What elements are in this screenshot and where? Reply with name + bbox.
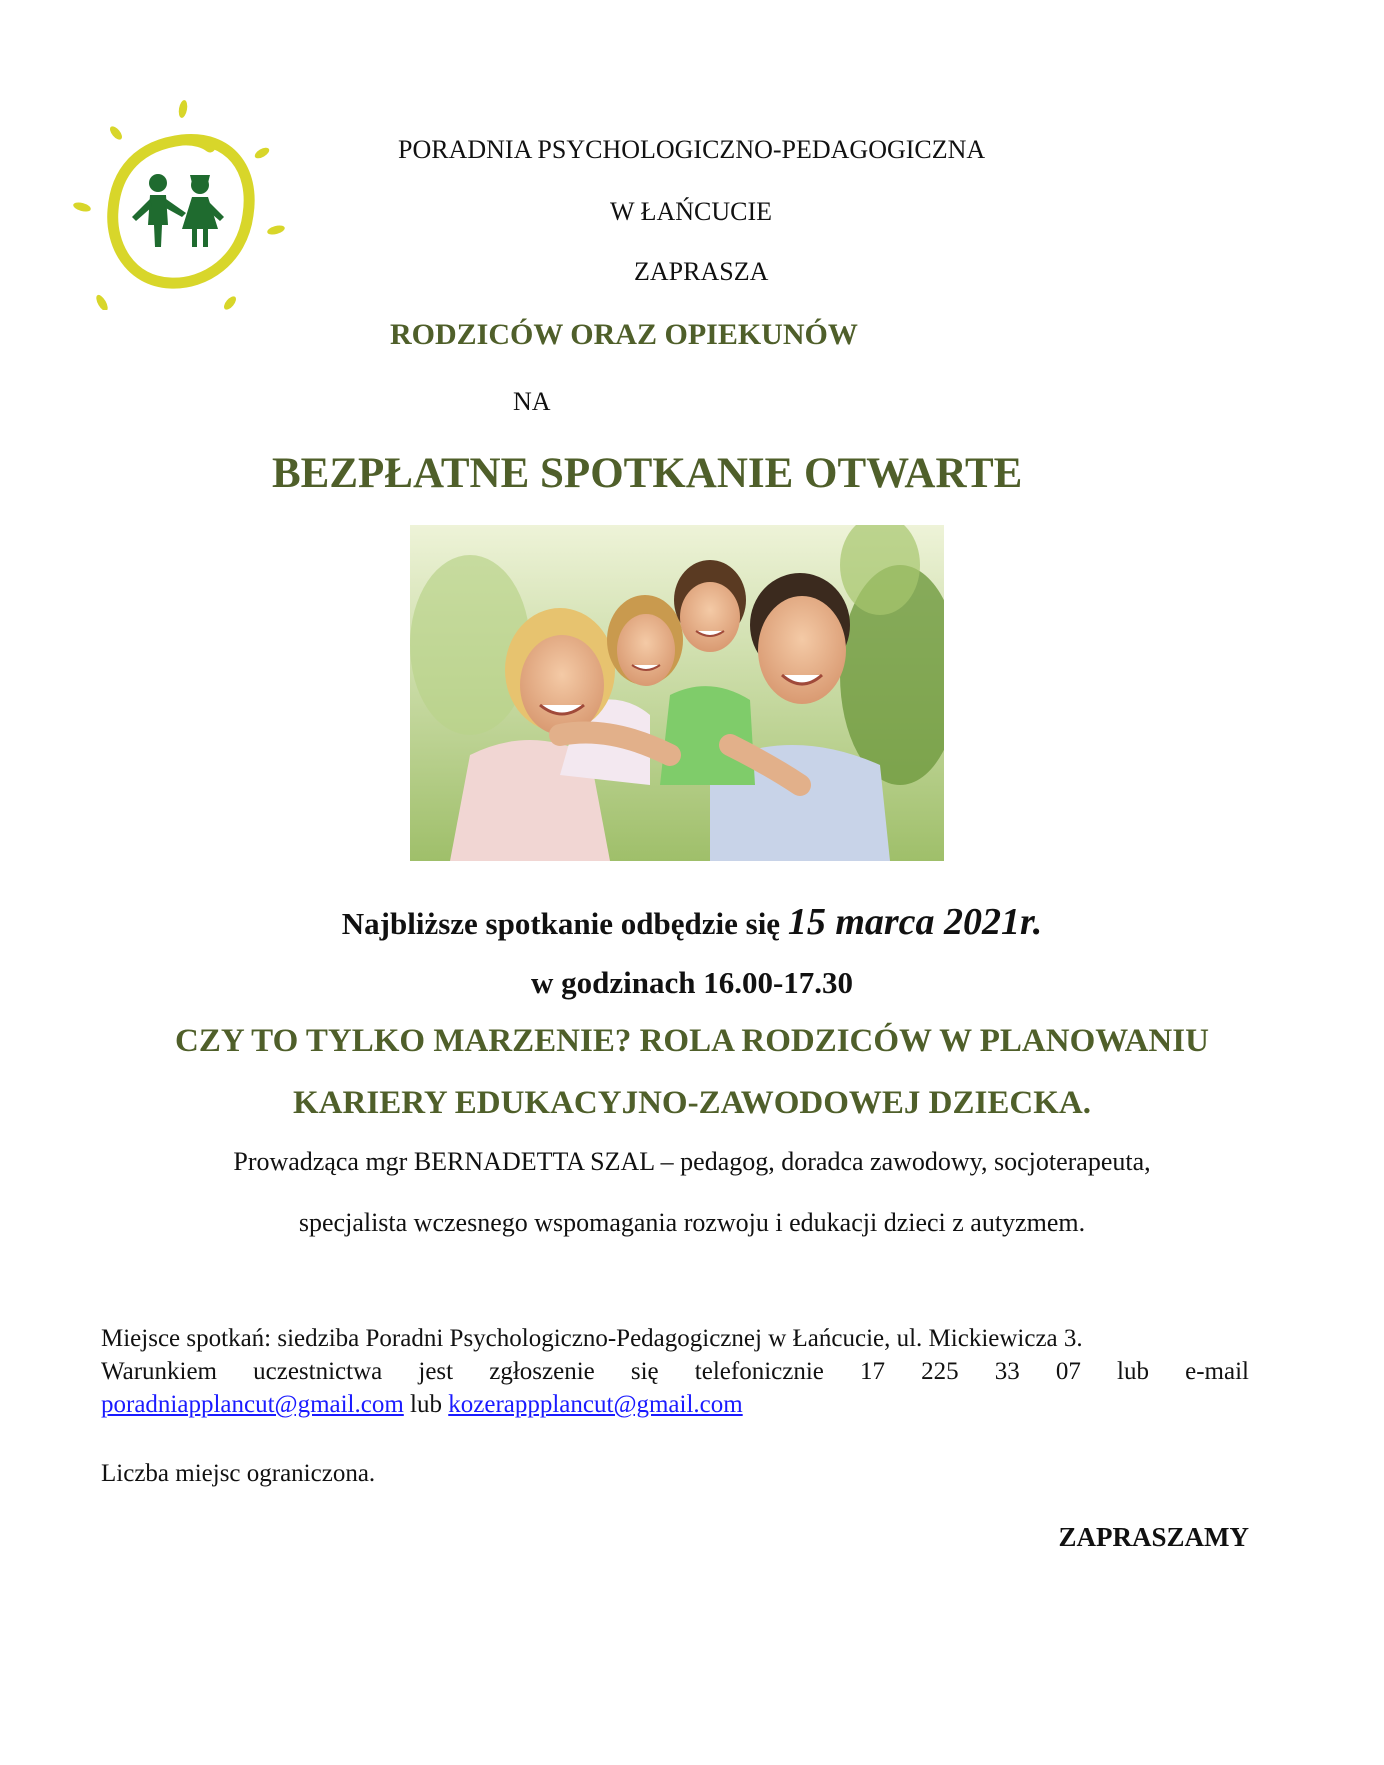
email-link-1[interactable]: poradniapplancut@gmail.com	[101, 1391, 404, 1418]
institution-city: W ŁAŃCUCIE	[610, 197, 773, 226]
sun-children-logo-icon	[70, 95, 290, 310]
audience-heading: RODZICÓW ORAZ OPIEKUNÓW	[390, 318, 858, 351]
meeting-hours: w godzinach 16.00-17.30	[530, 965, 854, 1000]
meeting-date: 15 marca 2021r.	[787, 901, 1043, 943]
na-text: NA	[513, 387, 551, 416]
meeting-place: Miejsce spotkań: siedziba Poradni Psychologiczno-Pedagogicznej w Łańcucie, ul. Mickiewicza 3.	[101, 1325, 1083, 1352]
participation-condition: Warunkiem uczestnictwa jest zgłoszenie się telefonicznie 17 225 33 07 lub e-mail	[101, 1358, 1249, 1385]
closing-text: ZAPRASZAMY	[1058, 1522, 1249, 1552]
invites-text: ZAPRASZA	[634, 257, 769, 286]
family-photo	[410, 525, 944, 861]
topic-line-1: CZY TO TYLKO MARZENIE? ROLA RODZICÓW W PLANOWANIU	[175, 1023, 1209, 1059]
next-meeting-lead: Najbliższe spotkanie odbędzie się	[341, 906, 781, 941]
institution-name: PORADNIA PSYCHOLOGICZNO-PEDAGOGICZNA	[398, 135, 986, 164]
topic-line-2: KARIERY EDUKACYJNO-ZAWODOWEJ DZIECKA.	[293, 1085, 1091, 1121]
email-or: lub	[410, 1391, 442, 1418]
next-meeting-line	[0, 900, 1384, 944]
email-link-2[interactable]: kozerappplancut@gmail.com	[448, 1391, 743, 1418]
info-block	[101, 1322, 1249, 1421]
limited-seats: Liczba miejsc ograniczona.	[101, 1460, 376, 1487]
speaker-line-1: Prowadząca mgr BERNADETTA SZAL – pedagog, doradca zawodowy, socjoterapeuta,	[233, 1147, 1151, 1176]
speaker-line-2: specjalista wczesnego wspomagania rozwoju i edukacji dzieci z autyzmem.	[298, 1208, 1086, 1237]
event-title: BEZPŁATNE SPOTKANIE OTWARTE	[272, 450, 1023, 497]
email-line	[101, 1388, 1249, 1421]
